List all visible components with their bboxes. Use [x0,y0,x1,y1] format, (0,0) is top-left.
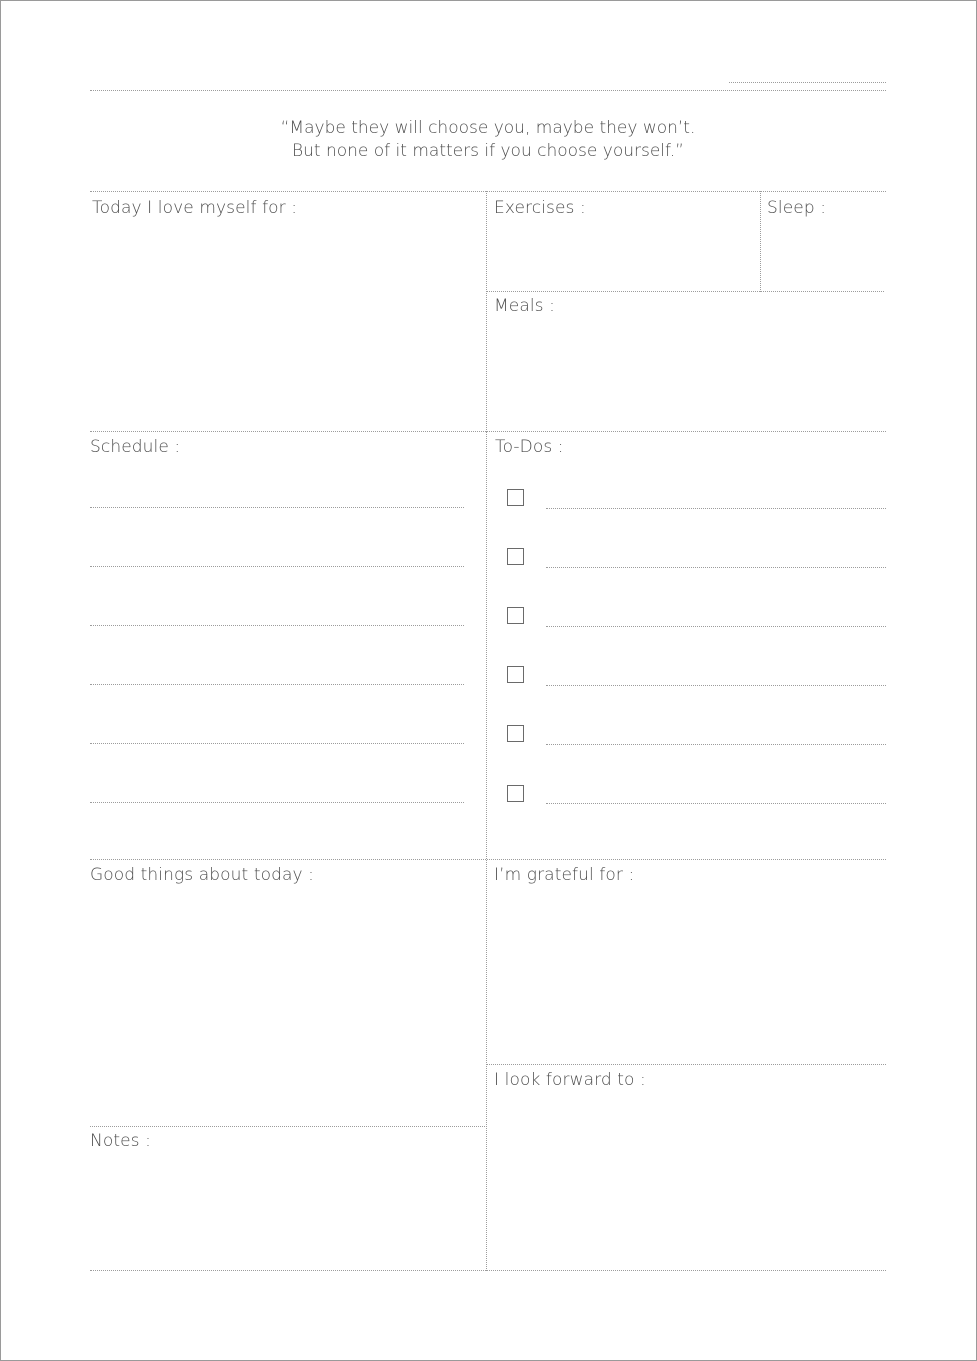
schedule-line[interactable] [90,802,464,803]
todo-checkbox[interactable] [507,785,524,802]
quote-line-2: But none of it matters if you choose yourself.” [291,141,684,161]
sleep-field[interactable] [764,224,884,290]
todo-line[interactable] [546,803,886,804]
column-divider-bottom [486,431,487,1271]
todo-checkbox[interactable] [507,666,524,683]
header-rule [90,90,886,91]
schedule-line[interactable] [90,684,464,685]
good-things-label: Good things about today : [90,865,314,885]
notes-label: Notes : [90,1131,151,1151]
forward-label: I look forward to : [494,1070,646,1090]
love-field[interactable] [90,224,485,429]
good-things-bottom-rule [90,1126,487,1127]
todo-checkbox[interactable] [507,489,524,506]
exercises-bottom-rule [487,291,884,292]
todo-line[interactable] [546,508,886,509]
date-field[interactable] [729,82,886,83]
grid-bottom-rule [90,1270,886,1271]
todo-checkbox[interactable] [507,548,524,565]
meals-field[interactable] [490,322,884,428]
grid-top-rule [90,191,886,192]
todo-line[interactable] [546,626,886,627]
todo-line[interactable] [546,685,886,686]
quote-line-1: “Maybe they will choose you, maybe they won’t. [280,118,696,138]
grateful-label: I’m grateful for : [494,865,635,885]
todo-line[interactable] [546,744,886,745]
good-things-field[interactable] [90,892,484,1122]
schedule-line[interactable] [90,507,464,508]
notes-field[interactable] [90,1157,484,1267]
love-label: Today I love myself for : [92,198,298,218]
grateful-field[interactable] [490,892,884,1062]
todo-checkbox[interactable] [507,725,524,742]
todo-checkbox[interactable] [507,607,524,624]
meals-label: Meals : [494,296,555,316]
todo-line[interactable] [546,567,886,568]
column-divider-top [486,191,487,432]
forward-field[interactable] [490,1097,884,1267]
schedule-line[interactable] [90,625,464,626]
schedule-label: Schedule : [90,437,181,457]
exercises-field[interactable] [490,224,756,290]
grid-lower-rule [90,859,886,860]
exercises-label: Exercises : [494,198,586,218]
schedule-line[interactable] [90,566,464,567]
grid-middle-rule [90,431,886,432]
schedule-line[interactable] [90,743,464,744]
quote [90,117,886,163]
todos-label: To-Dos : [495,437,564,457]
grateful-bottom-rule [487,1064,886,1065]
exercises-sleep-divider [760,191,761,292]
sleep-label: Sleep : [767,198,827,218]
